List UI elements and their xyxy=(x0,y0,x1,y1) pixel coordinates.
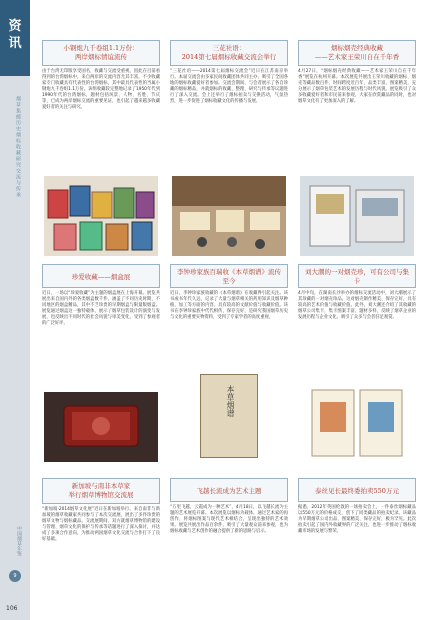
news-card-1 xyxy=(42,40,160,111)
card-title: 飞越长流成为艺术主题 xyxy=(170,478,288,502)
news-card-5 xyxy=(170,264,288,321)
issue-badge: 9 xyxy=(9,570,21,582)
photo-collector-display xyxy=(300,176,414,256)
news-card-8 xyxy=(170,478,288,535)
card-title-line-1: 小钢炮九千卷组1.1万份： xyxy=(63,44,139,52)
card-title-line-2: ——艺术家王荣川自在千年香 xyxy=(314,53,400,61)
news-card-9 xyxy=(298,478,416,535)
news-card-4 xyxy=(42,264,160,327)
photo-red-lacquer-box xyxy=(44,392,158,462)
card-title: 泰丝见长最终委拍卖550万元 xyxy=(298,478,416,502)
section-label: 烟草集邮历史烟标收藏研究交流与传承 xyxy=(15,96,21,198)
section-title: 资讯 xyxy=(8,19,22,51)
news-card-2 xyxy=(170,40,288,105)
page-number: 106 xyxy=(6,605,18,612)
card-title: 刘大潮的一对烟壳珍，可有公司与集卡 xyxy=(298,264,416,288)
card-body: “万里飞越，云霞成为一种艺术”，4月18日，以飞越长流为主题的艺术展览开幕。本次展览以烟标为载体，通过艺术家的再创作，将烟标图案与现代艺术相结合，呈现出独特的艺术效果。展览共展出作品百余件，吸引了大量观众前来参观，也为烟标收藏与艺术创作的融合提供了新的思路与启示。 xyxy=(170,505,288,534)
card-title-line-2: 举行烟草博物馆交流展 xyxy=(68,491,134,499)
photo-cigarette-packs xyxy=(44,176,158,256)
sidebar-header xyxy=(0,0,30,76)
card-title xyxy=(42,478,160,504)
card-title-line-1: 三花社语： xyxy=(212,44,246,52)
card-title-line-1: 新加坡与南非本草家 xyxy=(71,482,131,490)
collector-display-illustration xyxy=(300,176,414,256)
lacquer-box-illustration xyxy=(44,392,158,462)
card-title: 李钟珍家族百瑞收《本草烟谱》流传至今 xyxy=(170,264,288,288)
photo-exhibition-hall xyxy=(172,176,286,256)
card-body: 据悉，2012年英国伦敦的一场拍卖会上，一件泰丝烟标藏品以550万元的价格成交，创下了同类藏品的拍卖纪录。该藏品为早期烟草公司出品，图案精美、保存完好，极为罕见。此次拍卖引起了国内外收藏界的广泛关注，也进一步推动了烟标收藏市场的发展与繁荣。 xyxy=(298,505,416,534)
news-card-6 xyxy=(298,264,416,321)
card-title: 珍爱收藏——烟盒展 xyxy=(42,264,160,288)
photo-book-cover xyxy=(200,374,258,458)
card-body: 近日，一场以“珍爱收藏”为主题的烟盒展在上海开幕。展览共展出来自国内外的各类烟盒数千件，涵盖了不同历史时期、不同地区的烟盒精品，其中不乏珍贵的早期烟盒与限量版烟盒。展览通过烟盒这一独特载体，展示了烟草包装设计的演变与发展，也反映出不同时代的社会风貌与审美变化，受到了参观者的广泛好评。 xyxy=(42,291,160,326)
card-body: “新加坡·2014烟草文化展”近日在新加坡举行。来自南非与新加坡的烟草收藏家共同参与了本次交流展，展出了多件珍贵的烟草文物与烟标藏品。交流展期间，双方就烟草博物馆的建设与管理、烟草文化的保护与传承等话题进行了深入探讨，并达成了多项合作意向，为推动两国烟草文化交流与合作打下了良好基础。 xyxy=(42,507,160,542)
book-cover-caption: 本草烟谱 xyxy=(226,385,235,417)
cigarette-packs-illustration xyxy=(44,176,158,256)
card-title-line-2: 两岸烟标情谊流传 xyxy=(75,53,127,61)
news-card-3 xyxy=(298,40,416,105)
card-pair-illustration xyxy=(308,384,406,464)
card-body: 近日，李钟珍家族收藏的《本草烟谱》在收藏界引起关注。该书成书年代久远，记录了大量与烟草相关的药用知识及烟草种植、加工等方面的内容，具有较高的文献价值与收藏价值。该书在李钟珍家族中代代相传，保存完好，是研究我国烟草历史与文化的重要实物资料，受到了专家学者的高度重视。 xyxy=(170,291,288,320)
card-body: 4月27日，“烟标烟壳经典收藏——艺术家王荣川自在千年香”展览在杭州开幕。本次展览共展出王荣川收藏的烟标、烟壳等藏品数百件，时间跨度近百年，品类丰富，图案精美，充分展示了烟草包装艺术的发展历程与时代风貌。展览吸引了众多收藏爱好者和市民前来参观，大家在欣赏藏品的同时，也对烟草文化有了更加深入的了解。 xyxy=(298,69,416,104)
exhibition-hall-illustration xyxy=(172,176,286,256)
card-body: 4月中旬，在湖南长沙举办的烟标交流活动中，刘大潮展示了其珍藏的一对烟壳珍品。这对烟壳制作精美、保存完好，具有较高的艺术价值与收藏价值。此外，刘大潮还介绍了其收藏的烟草公司集卡，集卡图案丰富、题材多样，反映了烟草企业的发展历程与企业文化，吸引了众多与会者驻足观赏。 xyxy=(298,291,416,320)
card-title xyxy=(170,40,288,66)
card-body: 由于台湾无印版享受国名，收藏与交流受重视，因此在目前看得到的台湾烟标中，来自两岸的交流内容尤其丰富，不少收藏家专门收藏具有代表性的台湾烟标，其中最具代表性的当属小钢炮九千卷组1.1万份。该组收藏较完整地记录了1950年代到1990年代的台湾烟标，题材包括风景、人物、名胜、节庆等，已成为两岸烟标交流的重要见证，也引起了越来越多收藏爱好者的关注与研究。 xyxy=(42,69,160,110)
photo-card-pair xyxy=(308,384,406,464)
issue-label: 中国烟草年鉴 xyxy=(16,526,22,556)
card-body: “三花社语——2014第七届烟标交流会”近日在江苏南京举行。本届交流会由多家民间收藏团体共同主办，吸引了全国各地的烟标收藏爱好者参加。交流会期间，与会者展示了各自珍藏的烟标精品，并就烟标的收藏、整理、研究与传承等议题进行了深入交流。会上还举行了烟标拍卖与交换活动，气氛热烈，进一步促进了烟标收藏文化的传播与发展。 xyxy=(170,69,288,104)
sidebar xyxy=(0,0,30,620)
news-card-7 xyxy=(42,478,160,543)
card-title xyxy=(42,40,160,66)
card-title xyxy=(298,40,416,66)
card-title-line-1: 烟标烟壳经典收藏 xyxy=(331,44,383,52)
card-title-line-2: 2014第七届烟标收藏交流会举行 xyxy=(181,53,277,61)
